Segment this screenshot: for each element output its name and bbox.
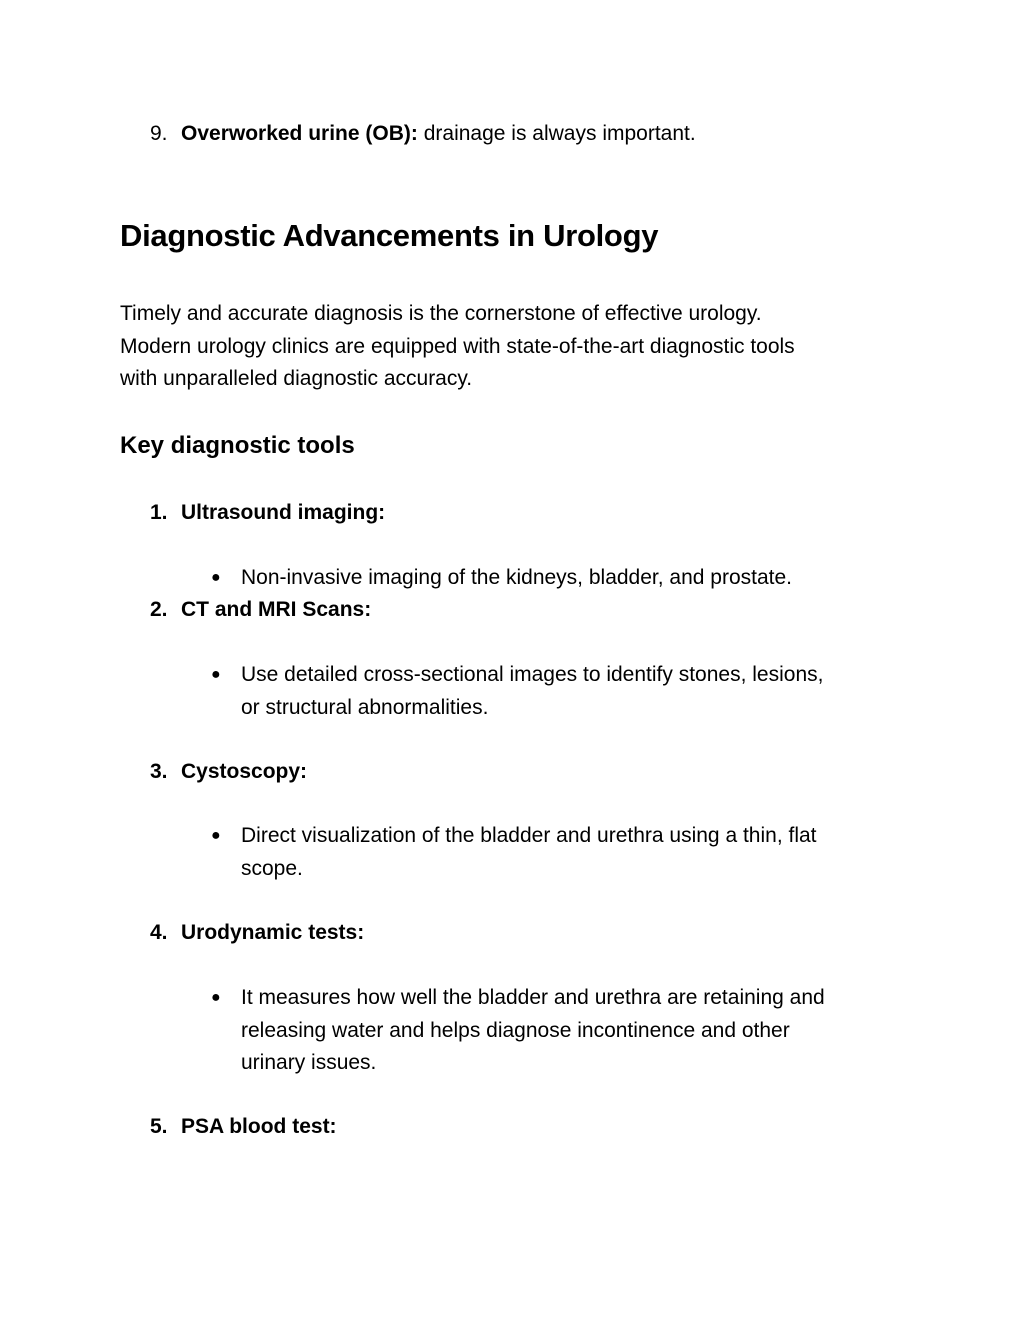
list-number: 2. [150, 598, 168, 621]
tool-item-5 [150, 1111, 337, 1143]
list-item-label: Overworked urine (OB): [181, 122, 418, 145]
bullet-icon: ● [211, 827, 221, 844]
bullet-line: releasing water and helps diagnose incontinence and other [241, 1018, 790, 1042]
bullet-line: It measures how well the bladder and urethra are retaining and [241, 986, 825, 1009]
tool-label: Ultrasound imaging: [181, 501, 386, 524]
tool-item-3 [150, 756, 307, 788]
tool-item-2 [150, 594, 371, 626]
bullet-line: or structural abnormalities. [241, 695, 489, 719]
bullet-line: scope. [241, 856, 303, 880]
tool-label: Urodynamic tests: [181, 921, 365, 944]
bullet-line: Direct visualization of the bladder and urethra using a thin, flat [241, 824, 817, 847]
tool-label: CT and MRI Scans: [181, 598, 372, 621]
paragraph-line: Timely and accurate diagnosis is the cornerstone of effective urology. [120, 302, 762, 325]
list-item-text: drainage is always important. [417, 122, 696, 145]
section-title: Diagnostic Advancements in Urology [120, 218, 659, 253]
bullet-line: Use detailed cross-sectional images to identify stones, lesions, [241, 663, 824, 686]
bullet-icon: ● [211, 989, 221, 1006]
list-number: 4. [150, 921, 168, 944]
section-paragraph [120, 298, 920, 396]
tool-item-1 [150, 497, 385, 529]
bullet-line: urinary issues. [241, 1051, 377, 1074]
list-number: 5. [150, 1115, 168, 1138]
section-subtitle: Key diagnostic tools [120, 432, 355, 459]
tool-item-4 [150, 917, 364, 949]
list-number: 9. [150, 122, 168, 145]
list-item-9 [150, 118, 696, 150]
bullet-icon: ● [211, 666, 221, 683]
bullet-icon: ● [211, 569, 221, 586]
tool-label: Cystoscopy: [181, 760, 308, 783]
paragraph-line: Modern urology clinics are equipped with state-of-the-art diagnostic tools [120, 334, 795, 358]
bullet-line: Non-invasive imaging of the kidneys, bladder, and prostate. [241, 566, 792, 589]
list-number: 1. [150, 501, 168, 524]
tool-label: PSA blood test: [181, 1115, 337, 1138]
list-number: 3. [150, 760, 168, 783]
paragraph-line: with unparalleled diagnostic accuracy. [120, 367, 473, 390]
